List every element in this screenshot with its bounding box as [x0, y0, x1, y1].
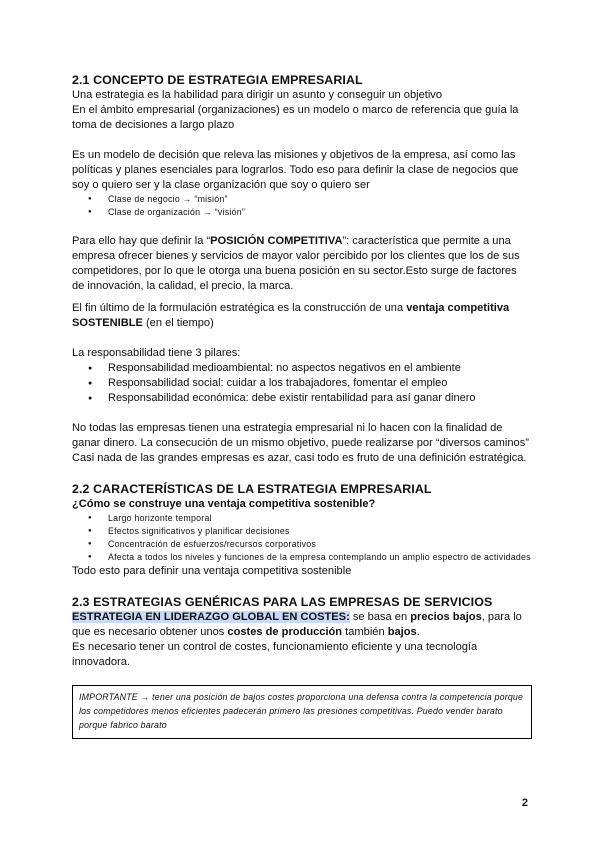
text-run: Para ello hay que definir la “ — [72, 235, 211, 247]
important-note-box: IMPORTANTE → tener una posición de bajos costes proporciona una defensa contra la competencia porque los competidores menos eficientes padecerán primero las presiones competitivas. Puedo vender barato porque fabrico barato — [72, 685, 532, 739]
bullet-list — [72, 193, 532, 219]
list-item: ● Clase de negocio → “misión” — [72, 193, 532, 206]
text-run: El fin último de la formulación estratégica es la construcción de una — [72, 302, 407, 314]
list-item: ● Responsabilidad social: cuidar a los trabajadores, fomentar el empleo — [72, 376, 532, 391]
list-item: ● Efectos significativos y planificar decisiones — [72, 525, 532, 538]
bullet-list — [72, 361, 532, 406]
section-heading: 2.2 CARACTERÍSTICAS DE LA ESTRATEGIA EMPRESARIAL — [72, 482, 432, 496]
page-number: 2 — [521, 797, 528, 809]
text-run: . — [416, 626, 420, 638]
list-item: ● Afecta a todos los niveles y funciones de la empresa contemplando un amplio espectro de actividades — [72, 551, 532, 564]
paragraph: Casi nada de las grandes empresas es azar, casi todo es fruto de una definición estratégica. — [72, 452, 527, 464]
bold-term: POSICIÓN COMPETITIVA — [210, 235, 343, 247]
bold-term: precios bajos — [410, 611, 482, 623]
paragraph: La responsabilidad tiene 3 pilares: — [72, 347, 241, 359]
list-item: ● Clase de organización → “visión” — [72, 206, 532, 219]
paragraph: Es un modelo de decisión que releva las misiones y objetivos de la empresa, así como las políticas y planes esenciales para lograrlos. Todo eso para definir la clase de negocios que soy o quiero ser y la clase organización que soy o quiero ser — [72, 149, 519, 191]
list-item: ● Responsabilidad medioambiental: no aspectos negativos en el ambiente — [72, 361, 532, 376]
text-run: (en el tiempo) — [142, 317, 214, 329]
paragraph — [72, 301, 532, 331]
section-heading: 2.1 CONCEPTO DE ESTRATEGIA EMPRESARIAL — [72, 73, 363, 87]
section-heading: 2.3 ESTRATEGIAS GENÉRICAS PARA LAS EMPRESAS DE SERVICIOS — [72, 595, 493, 609]
list-item: ● Responsabilidad económica: debe existir rentabilidad para así ganar dinero — [72, 391, 532, 406]
document-page — [72, 72, 532, 739]
definition-line: Una estrategia es la habilidad para dirigir un asunto y conseguir un objetivo — [72, 89, 443, 101]
paragraph: Todo esto para definir una ventaja competitiva sostenible — [72, 565, 352, 577]
question: ¿Cómo se construye una ventaja competitiva sostenible? — [72, 498, 376, 510]
text-run: se basa en — [349, 611, 411, 623]
paragraph: No todas las empresas tienen una estrategia empresarial ni lo hacen con la finalidad de ganar dinero. La consecución de un mismo objetivo, puede realizarse por “diversos caminos” — [72, 422, 529, 449]
list-item: ● Largo horizonte temporal — [72, 512, 532, 525]
bullet-list — [72, 512, 532, 564]
paragraph — [72, 234, 532, 294]
text-run: , para lo que es necesario obtener unos — [72, 611, 522, 638]
text-run: también — [342, 626, 388, 638]
bold-term: ventaja competitiva SOSTENIBLE — [72, 302, 510, 329]
definition-line: En el ámbito empresarial (organizaciones) es un modelo o marco de referencia que guía la toma de decisiones a largo plazo — [72, 104, 519, 131]
text-run: ”: característica que permite a una empresa ofrecer bienes y servicios de mayor valor percibido por los clientes que los de sus competidores, por lo que le otorga una buena posición en su sector.Esto surge de factores de innovación, la calidad, el precio, la marca. — [72, 235, 520, 292]
bold-term: costes de producción — [227, 626, 343, 638]
list-item: ● Concentración de esfuerzos/recursos corporativos — [72, 538, 532, 551]
highlighted-term: ESTRATEGIA EN LIDERAZGO GLOBAL EN COSTES: — [72, 611, 350, 623]
paragraph — [72, 610, 532, 640]
bold-term: bajos — [387, 626, 417, 638]
paragraph: Es necesario tener un control de costes, funcionamiento eficiente y una tecnología innovadora. — [72, 641, 478, 668]
